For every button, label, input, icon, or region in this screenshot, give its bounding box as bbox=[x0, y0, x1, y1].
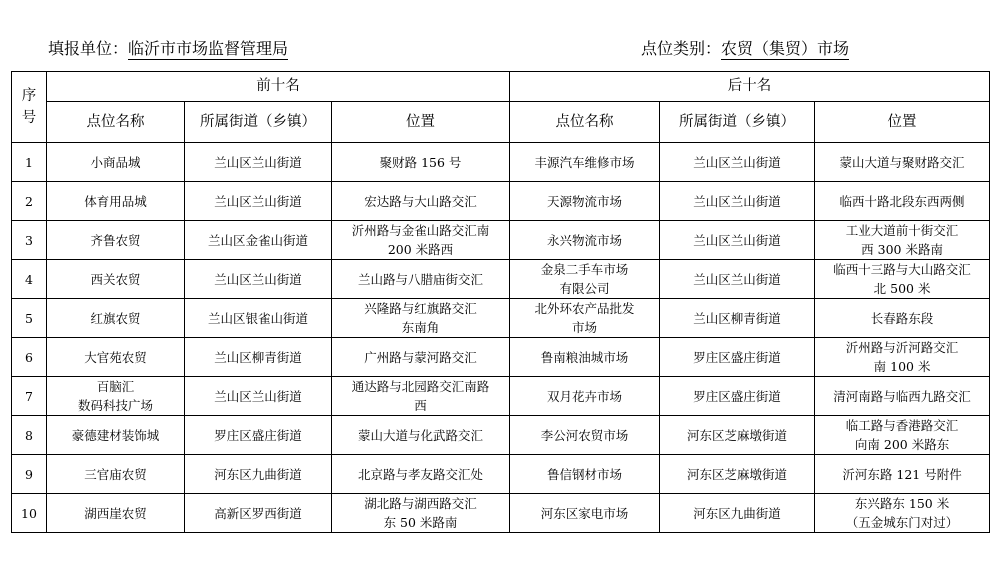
row-number: 10 bbox=[12, 494, 47, 533]
cell-line: 兰山区兰山街道 bbox=[693, 271, 781, 287]
cell-line: 罗庄区盛庄街道 bbox=[693, 388, 781, 404]
cell-line: 西关农贸 bbox=[90, 271, 141, 287]
cell-line: 工业大道前十街交汇 bbox=[845, 223, 959, 238]
cell-line: 丰源汽车维修市场 bbox=[534, 154, 635, 170]
cell-top-location bbox=[332, 143, 510, 182]
cell-line: 河东区九曲街道 bbox=[693, 505, 781, 521]
cell-line: 河东区九曲街道 bbox=[214, 466, 302, 482]
cell-line: 兰山区兰山街道 bbox=[214, 193, 302, 209]
cell-top-name bbox=[47, 260, 185, 299]
cell-line: 兰山区兰山街道 bbox=[214, 154, 302, 170]
cell-line: 通达路与北园路交汇南路 bbox=[351, 379, 490, 394]
cell-top-name bbox=[47, 182, 185, 221]
table-row bbox=[12, 299, 990, 338]
cell-bottom-name bbox=[510, 338, 660, 377]
cell-bottom-location bbox=[815, 416, 990, 455]
cell-top-name bbox=[47, 338, 185, 377]
table-row bbox=[12, 143, 990, 182]
table-row bbox=[12, 455, 990, 494]
cell-top-street bbox=[185, 260, 332, 299]
cell-bottom-location bbox=[815, 299, 990, 338]
cell-line: 东南角 bbox=[401, 320, 440, 335]
cell-line: 南 100 米 bbox=[873, 359, 931, 374]
cell-top-location bbox=[332, 182, 510, 221]
cell-bottom-location bbox=[815, 182, 990, 221]
site-category-value: 农贸（集贸）市场 bbox=[721, 39, 850, 58]
cell-top-name bbox=[47, 494, 185, 533]
cell-top-street bbox=[185, 416, 332, 455]
cell-line: 百脑汇 bbox=[96, 379, 135, 394]
cell-line: 兴隆路与红旗路交汇 bbox=[364, 301, 477, 316]
row-number: 1 bbox=[12, 143, 47, 182]
row-number: 6 bbox=[12, 338, 47, 377]
cell-line: 河东区芝麻墩街道 bbox=[687, 427, 788, 443]
table-body bbox=[12, 143, 990, 533]
site-category-label: 点位类别： bbox=[641, 39, 722, 58]
cell-top-location bbox=[332, 377, 510, 416]
cell-line: 沂州路与沂河路交汇 bbox=[845, 340, 959, 355]
cell-line: 鲁信钢材市场 bbox=[547, 466, 623, 482]
cell-line: 蒙山大道与聚财路交汇 bbox=[839, 154, 965, 170]
col-top-name: 点位名称 bbox=[47, 102, 185, 143]
cell-line: 天源物流市场 bbox=[547, 193, 623, 209]
cell-bottom-name bbox=[510, 182, 660, 221]
cell-bottom-name bbox=[510, 260, 660, 299]
cell-line: 临西十三路与大山路交汇 bbox=[833, 262, 971, 277]
table-row bbox=[12, 416, 990, 455]
cell-line: 永兴物流市场 bbox=[547, 232, 623, 248]
table-row bbox=[12, 377, 990, 416]
cell-line: 东兴路东 150 米 bbox=[854, 496, 950, 511]
reporting-unit bbox=[48, 36, 288, 59]
cell-line: 蒙山大道与化武路交汇 bbox=[358, 427, 484, 443]
cell-bottom-street bbox=[660, 377, 815, 416]
cell-line: 沂河东路 121 号附件 bbox=[842, 466, 962, 482]
cell-line: 金泉二手车市场 bbox=[540, 262, 629, 277]
cell-top-name bbox=[47, 143, 185, 182]
ranking-table bbox=[11, 71, 990, 533]
cell-line: 兰山区兰山街道 bbox=[214, 388, 302, 404]
cell-bottom-location bbox=[815, 221, 990, 260]
cell-line: 兰山区兰山街道 bbox=[693, 154, 781, 170]
table-row bbox=[12, 494, 990, 533]
cell-bottom-street bbox=[660, 221, 815, 260]
cell-bottom-street bbox=[660, 494, 815, 533]
cell-bottom-name bbox=[510, 377, 660, 416]
cell-top-location bbox=[332, 221, 510, 260]
col-top-location: 位置 bbox=[332, 102, 510, 143]
col-bottom-name: 点位名称 bbox=[510, 102, 660, 143]
cell-line: 宏达路与大山路交汇 bbox=[364, 193, 477, 209]
cell-bottom-name bbox=[510, 416, 660, 455]
row-number: 3 bbox=[12, 221, 47, 260]
cell-top-street bbox=[185, 377, 332, 416]
col-bottom-location: 位置 bbox=[815, 102, 990, 143]
cell-line: 西 300 米路南 bbox=[861, 242, 943, 257]
cell-line: 三官庙农贸 bbox=[84, 466, 147, 482]
cell-line: 兰山区兰山街道 bbox=[693, 193, 781, 209]
row-number: 9 bbox=[12, 455, 47, 494]
cell-top-name bbox=[47, 455, 185, 494]
cell-line: 齐鲁农贸 bbox=[90, 232, 141, 248]
row-number: 2 bbox=[12, 182, 47, 221]
col-bottom-street: 所属街道（乡镇） bbox=[660, 102, 815, 143]
cell-bottom-street bbox=[660, 143, 815, 182]
cell-line: 河东区芝麻墩街道 bbox=[687, 466, 788, 482]
cell-top-name bbox=[47, 377, 185, 416]
seq-header-char-2: 号 bbox=[21, 110, 37, 126]
cell-line: 大官苑农贸 bbox=[84, 349, 147, 365]
cell-line: 有限公司 bbox=[559, 281, 610, 296]
cell-bottom-name bbox=[510, 221, 660, 260]
cell-line: 豪德建材装饰城 bbox=[71, 427, 160, 443]
cell-top-name bbox=[47, 221, 185, 260]
table-row bbox=[12, 338, 990, 377]
row-number: 8 bbox=[12, 416, 47, 455]
cell-line: 北京路与孝友路交汇处 bbox=[358, 466, 484, 482]
cell-line: 兰山区柳青街道 bbox=[214, 349, 302, 365]
cell-line: 兰山路与八腊庙街交汇 bbox=[358, 271, 484, 287]
cell-line: 兰山区银雀山街道 bbox=[207, 310, 308, 326]
cell-bottom-street bbox=[660, 260, 815, 299]
reporting-unit-label: 填报单位： bbox=[48, 39, 129, 58]
cell-bottom-street bbox=[660, 455, 815, 494]
cell-bottom-name bbox=[510, 494, 660, 533]
cell-line: 临西十路北段东西两侧 bbox=[839, 193, 965, 209]
seq-header bbox=[12, 72, 47, 143]
cell-line: 体育用品城 bbox=[84, 193, 147, 209]
cell-line: 兰山区兰山街道 bbox=[693, 232, 781, 248]
cell-line: 湖北路与湖西路交汇 bbox=[364, 496, 477, 511]
cell-bottom-location bbox=[815, 143, 990, 182]
cell-bottom-location bbox=[815, 377, 990, 416]
cell-line: 罗庄区盛庄街道 bbox=[214, 427, 302, 443]
col-top-street: 所属街道（乡镇） bbox=[185, 102, 332, 143]
cell-bottom-name bbox=[510, 143, 660, 182]
cell-line: 兰山区兰山街道 bbox=[214, 271, 302, 287]
cell-line: 长春路东段 bbox=[870, 310, 934, 326]
cell-line: 兰山区金雀山街道 bbox=[207, 232, 308, 248]
table-row bbox=[12, 260, 990, 299]
cell-top-location bbox=[332, 416, 510, 455]
cell-line: 李公河农贸市场 bbox=[540, 427, 629, 443]
cell-line: 鲁南粮油城市场 bbox=[540, 349, 629, 365]
cell-bottom-street bbox=[660, 338, 815, 377]
cell-top-street bbox=[185, 182, 332, 221]
cell-top-name bbox=[47, 299, 185, 338]
cell-top-street bbox=[185, 299, 332, 338]
row-number: 4 bbox=[12, 260, 47, 299]
cell-line: 沂州路与金雀山路交汇南 bbox=[351, 223, 490, 238]
cell-bottom-location bbox=[815, 494, 990, 533]
cell-line: 市场 bbox=[572, 320, 598, 335]
cell-line: 北外环农产品批发 bbox=[534, 301, 635, 316]
cell-bottom-name bbox=[510, 299, 660, 338]
cell-line: 聚财路 156 号 bbox=[379, 154, 462, 170]
cell-line: 200 米路西 bbox=[387, 242, 454, 257]
table-row bbox=[12, 221, 990, 260]
cell-line: 湖西崖农贸 bbox=[84, 505, 147, 521]
cell-top-street bbox=[185, 338, 332, 377]
cell-top-location bbox=[332, 494, 510, 533]
bottom-ten-header: 后十名 bbox=[510, 72, 990, 102]
cell-bottom-street bbox=[660, 182, 815, 221]
cell-top-street bbox=[185, 143, 332, 182]
cell-line: 东 50 米路南 bbox=[383, 515, 458, 530]
cell-line: 清河南路与临西九路交汇 bbox=[833, 388, 971, 404]
cell-line: 河东区家电市场 bbox=[540, 505, 629, 521]
reporting-unit-value: 临沂市市场监督管理局 bbox=[128, 39, 289, 58]
cell-line: 高新区罗西街道 bbox=[214, 505, 302, 521]
seq-header-char-1: 序 bbox=[21, 88, 37, 104]
cell-line: 北 500 米 bbox=[873, 281, 931, 296]
cell-line: 向南 200 米路东 bbox=[854, 437, 950, 452]
cell-bottom-street bbox=[660, 299, 815, 338]
cell-top-street bbox=[185, 494, 332, 533]
cell-line: 罗庄区盛庄街道 bbox=[693, 349, 781, 365]
cell-top-location bbox=[332, 299, 510, 338]
cell-line: （五金城东门对过） bbox=[845, 515, 959, 530]
row-number: 7 bbox=[12, 377, 47, 416]
cell-line: 小商品城 bbox=[90, 154, 141, 170]
table-row bbox=[12, 182, 990, 221]
cell-top-street bbox=[185, 455, 332, 494]
cell-top-location bbox=[332, 455, 510, 494]
cell-bottom-location bbox=[815, 455, 990, 494]
cell-line: 西 bbox=[414, 398, 427, 413]
cell-top-street bbox=[185, 221, 332, 260]
cell-line: 红旗农贸 bbox=[90, 310, 141, 326]
cell-top-name bbox=[47, 416, 185, 455]
cell-bottom-location bbox=[815, 338, 990, 377]
site-category bbox=[641, 36, 849, 59]
cell-top-location bbox=[332, 260, 510, 299]
cell-line: 双月花卉市场 bbox=[547, 388, 623, 404]
cell-top-location bbox=[332, 338, 510, 377]
cell-line: 数码科技广场 bbox=[77, 398, 153, 413]
cell-bottom-name bbox=[510, 455, 660, 494]
top-ten-header: 前十名 bbox=[47, 72, 510, 102]
cell-line: 临工路与香港路交汇 bbox=[845, 418, 959, 433]
cell-bottom-street bbox=[660, 416, 815, 455]
cell-line: 兰山区柳青街道 bbox=[693, 310, 781, 326]
row-number: 5 bbox=[12, 299, 47, 338]
cell-line: 广州路与蒙河路交汇 bbox=[364, 349, 477, 365]
cell-bottom-location bbox=[815, 260, 990, 299]
